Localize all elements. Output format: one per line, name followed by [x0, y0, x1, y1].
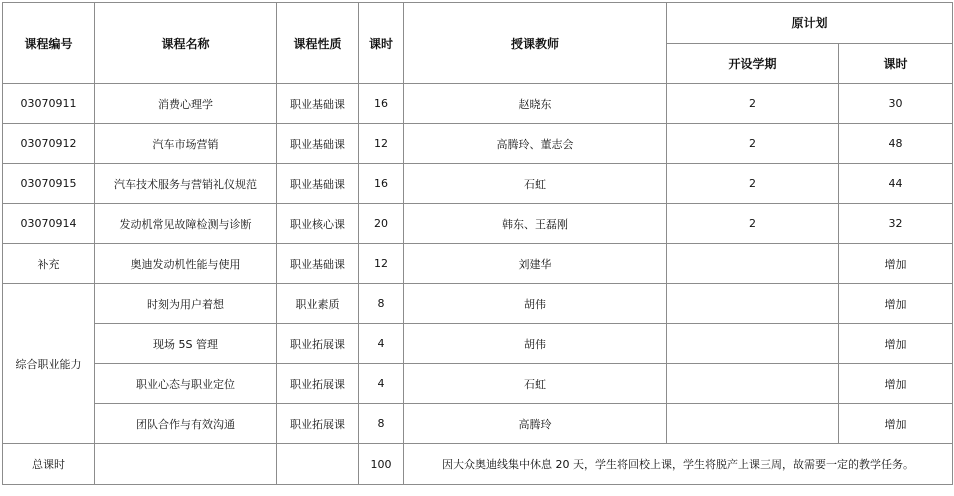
cell-name: 发动机常见故障检测与诊断	[95, 204, 277, 244]
total-row	[3, 444, 953, 485]
cell-nature: 职业拓展课	[277, 324, 359, 364]
cell-hours: 20	[359, 204, 404, 244]
table-row	[3, 324, 953, 364]
cell-teacher: 刘建华	[404, 244, 667, 284]
cell-name: 现场 5S 管理	[95, 324, 277, 364]
cell-semester: 2	[667, 204, 839, 244]
cell-semester	[667, 324, 839, 364]
cell-teacher: 韩东、王磊刚	[404, 204, 667, 244]
cell-semester: 2	[667, 164, 839, 204]
cell-plan-hours: 增加	[839, 364, 953, 404]
cell-code: 03070915	[3, 164, 95, 204]
header-nature: 课程性质	[277, 3, 359, 84]
cell-code: 03070914	[3, 204, 95, 244]
table-row	[3, 284, 953, 324]
cell-code: 03070912	[3, 124, 95, 164]
table-row	[3, 404, 953, 444]
table-row	[3, 364, 953, 404]
cell-hours: 8	[359, 284, 404, 324]
cell-nature: 职业基础课	[277, 124, 359, 164]
header-name: 课程名称	[95, 3, 277, 84]
header-teacher: 授课教师	[404, 3, 667, 84]
cell-name: 职业心态与职业定位	[95, 364, 277, 404]
table-row	[3, 164, 953, 204]
cell-code: 补充	[3, 244, 95, 284]
cell-hours: 12	[359, 124, 404, 164]
total-empty-nature	[277, 444, 359, 485]
cell-code: 03070911	[3, 84, 95, 124]
cell-plan-hours: 48	[839, 124, 953, 164]
cell-name: 团队合作与有效沟通	[95, 404, 277, 444]
header-code: 课程编号	[3, 3, 95, 84]
cell-semester	[667, 284, 839, 324]
cell-nature: 职业基础课	[277, 244, 359, 284]
total-label: 总课时	[3, 444, 95, 485]
cell-hours: 8	[359, 404, 404, 444]
table-row	[3, 84, 953, 124]
cell-semester: 2	[667, 124, 839, 164]
cell-teacher: 高腾玲	[404, 404, 667, 444]
cell-teacher: 胡伟	[404, 324, 667, 364]
cell-hours: 4	[359, 364, 404, 404]
cell-semester	[667, 244, 839, 284]
cell-semester	[667, 364, 839, 404]
cell-hours: 16	[359, 164, 404, 204]
cell-nature: 职业拓展课	[277, 364, 359, 404]
header-semester: 开设学期	[667, 43, 839, 84]
cell-teacher: 石虹	[404, 164, 667, 204]
cell-plan-hours: 增加	[839, 404, 953, 444]
header-hours: 课时	[359, 3, 404, 84]
cell-teacher: 高腾玲、董志会	[404, 124, 667, 164]
total-empty-name	[95, 444, 277, 485]
cell-nature: 职业拓展课	[277, 404, 359, 444]
cell-plan-hours: 44	[839, 164, 953, 204]
cell-teacher: 胡伟	[404, 284, 667, 324]
cell-name: 汽车技术服务与营销礼仪规范	[95, 164, 277, 204]
cell-plan-hours: 32	[839, 204, 953, 244]
cell-semester: 2	[667, 84, 839, 124]
header-original-plan: 原计划	[667, 3, 953, 44]
cell-name: 汽车市场营销	[95, 124, 277, 164]
header-row-1	[3, 3, 953, 44]
total-note: 因大众奥迪线集中休息 20 天，学生将回校上课，学生将脱产上课三周，故需要一定的教学任务。	[404, 444, 953, 485]
cell-hours: 16	[359, 84, 404, 124]
group-label: 综合职业能力	[3, 284, 95, 444]
header-plan-hours: 课时	[839, 43, 953, 84]
cell-nature: 职业基础课	[277, 84, 359, 124]
cell-plan-hours: 30	[839, 84, 953, 124]
cell-semester	[667, 404, 839, 444]
cell-hours: 12	[359, 244, 404, 284]
cell-teacher: 石虹	[404, 364, 667, 404]
cell-plan-hours: 增加	[839, 244, 953, 284]
cell-name: 奥迪发动机性能与使用	[95, 244, 277, 284]
cell-name: 消费心理学	[95, 84, 277, 124]
total-hours: 100	[359, 444, 404, 485]
cell-teacher: 赵晓东	[404, 84, 667, 124]
cell-plan-hours: 增加	[839, 284, 953, 324]
table-row	[3, 244, 953, 284]
course-schedule-table	[2, 2, 953, 485]
cell-name: 时刻为用户着想	[95, 284, 277, 324]
table-row	[3, 124, 953, 164]
cell-nature: 职业素质	[277, 284, 359, 324]
cell-plan-hours: 增加	[839, 324, 953, 364]
cell-hours: 4	[359, 324, 404, 364]
cell-nature: 职业核心课	[277, 204, 359, 244]
table-row	[3, 204, 953, 244]
cell-nature: 职业基础课	[277, 164, 359, 204]
